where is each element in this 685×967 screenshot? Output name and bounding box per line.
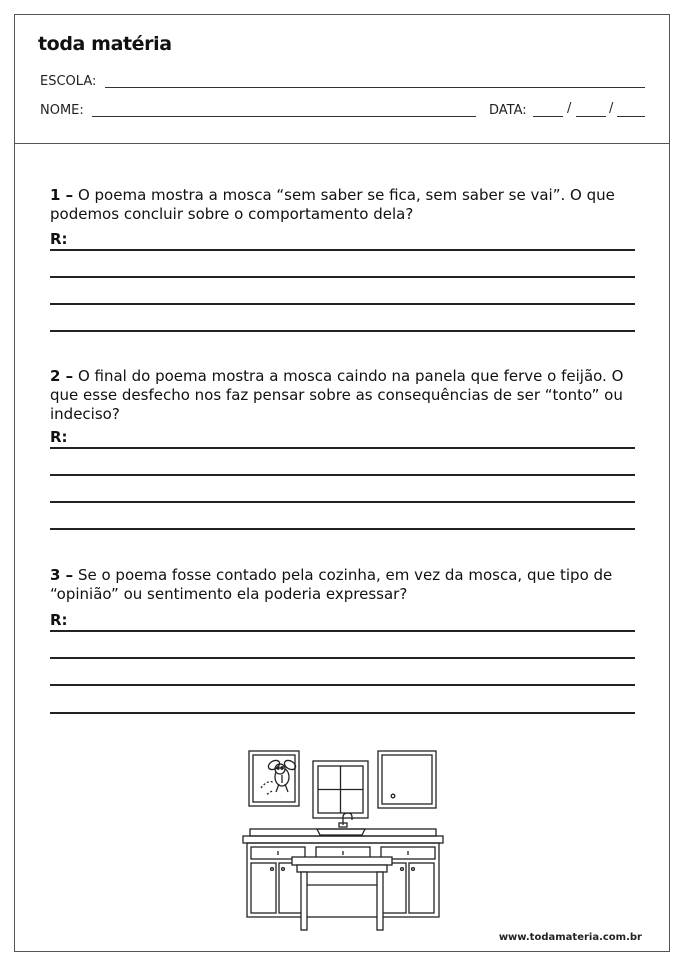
date-year-field[interactable]: [617, 116, 645, 117]
question-3: [50, 566, 640, 604]
answer-line[interactable]: [50, 330, 635, 332]
footer-website: www.todamateria.com.br: [498, 932, 642, 943]
wall-cabinet-right: [378, 751, 436, 808]
question-number: 3 –: [50, 566, 74, 584]
answer-label: R:: [50, 428, 68, 446]
answer-line[interactable]: [50, 276, 635, 278]
answer-line[interactable]: [50, 630, 635, 632]
name-field[interactable]: [92, 116, 476, 117]
kitchen-illustration: [235, 745, 450, 935]
date-separator: /: [609, 101, 614, 116]
answer-label: R:: [50, 611, 68, 629]
question-text: O final do poema mostra a mosca caindo na panela que ferve o feijão. O que esse desfecho nos faz pensar sobre as consequências de ser “tonto” ou indeciso?: [50, 367, 624, 423]
question-number: 1 –: [50, 186, 74, 204]
answer-line[interactable]: [50, 712, 635, 714]
date-separator: /: [567, 101, 572, 116]
date-month-field[interactable]: [576, 116, 606, 117]
question-1: [50, 186, 640, 224]
question-2: [50, 367, 640, 424]
date-label: DATA:: [489, 103, 527, 118]
name-label: NOME:: [40, 103, 84, 118]
window: [313, 761, 368, 818]
answer-line[interactable]: [50, 249, 635, 251]
answer-line[interactable]: [50, 528, 635, 530]
question-text: Se o poema fosse contado pela cozinha, em vez da mosca, que tipo de “opinião” ou sentimento ela poderia expressar?: [50, 566, 613, 603]
question-text: O poema mostra a mosca “sem saber se fica, sem saber se vai”. O que podemos concluir sobre o comportamento dela?: [50, 186, 615, 223]
answer-line[interactable]: [50, 684, 635, 686]
header-divider: [14, 143, 670, 144]
school-label: ESCOLA:: [40, 74, 97, 89]
answer-line[interactable]: [50, 303, 635, 305]
fly-icon: [261, 759, 297, 795]
base-cabinets: [247, 843, 439, 917]
countertop: [243, 829, 443, 843]
school-field[interactable]: [105, 87, 645, 88]
answer-line[interactable]: [50, 474, 635, 476]
answer-line[interactable]: [50, 447, 635, 449]
sink: [317, 813, 365, 835]
answer-line[interactable]: [50, 657, 635, 659]
wall-cabinet-left: [249, 751, 299, 806]
question-number: 2 –: [50, 367, 74, 385]
table: [292, 857, 392, 930]
answer-label: R:: [50, 230, 68, 248]
date-day-field[interactable]: [533, 116, 563, 117]
answer-line[interactable]: [50, 501, 635, 503]
brand-logo: toda matéria: [38, 33, 172, 55]
